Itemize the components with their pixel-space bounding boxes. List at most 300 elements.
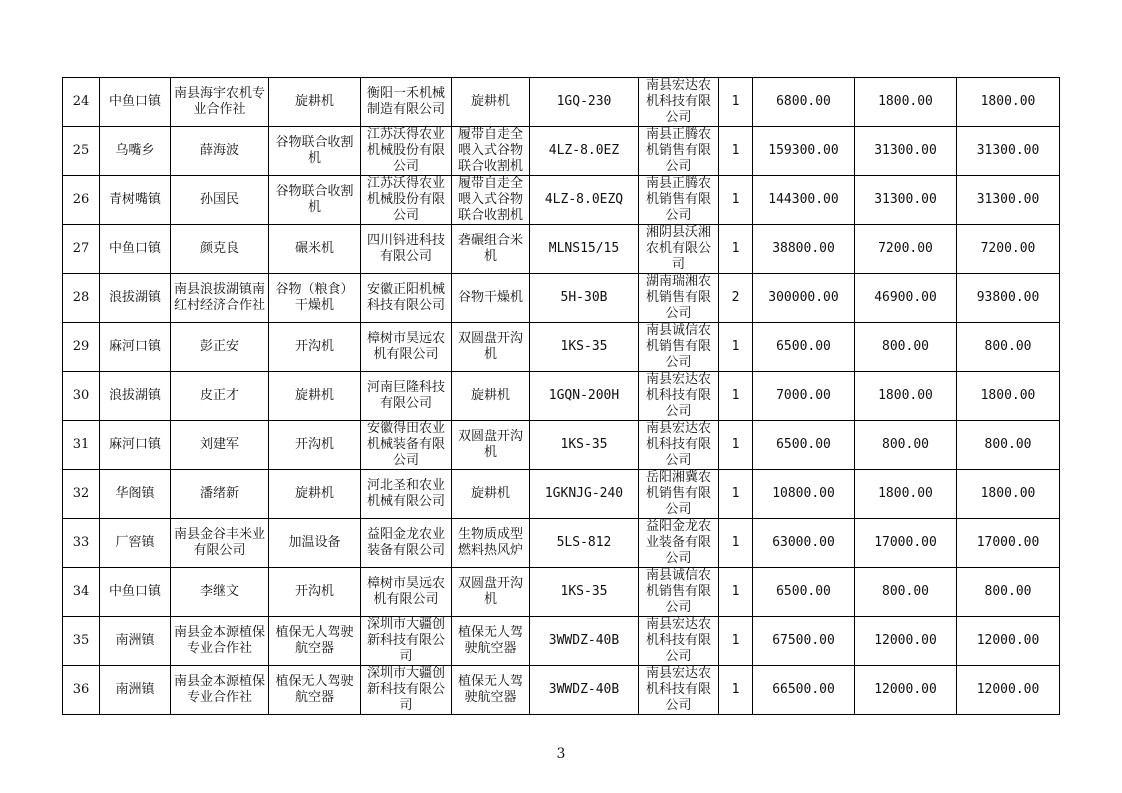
table-row — [63, 274, 1060, 323]
cell-buyer — [171, 176, 269, 225]
cell-product-text: 旋耕机 — [470, 486, 510, 501]
cell-model — [530, 519, 639, 568]
cell-unit-price-text: 38800.00 — [772, 241, 835, 256]
cell-dealer — [639, 323, 719, 372]
cell-dealer — [639, 470, 719, 519]
cell-unit-subsidy — [855, 225, 957, 274]
cell-product — [452, 78, 530, 127]
cell-buyer-text: 彭正安 — [199, 339, 239, 354]
cell-buyer — [171, 519, 269, 568]
cell-town — [100, 372, 171, 421]
cell-product — [452, 323, 530, 372]
cell-unit-subsidy — [855, 519, 957, 568]
cell-no — [63, 127, 100, 176]
cell-model — [530, 127, 639, 176]
cell-dealer — [639, 519, 719, 568]
cell-machine — [269, 617, 361, 666]
cell-quantity — [719, 372, 753, 421]
cell-buyer-text: 孙国民 — [199, 192, 239, 207]
cell-unit-subsidy-text: 7200.00 — [878, 241, 933, 256]
cell-dealer-text: 南县宏达农机科技有限公司 — [645, 617, 711, 664]
cell-total-subsidy-text: 17000.00 — [976, 535, 1040, 550]
cell-unit-subsidy — [855, 127, 957, 176]
cell-total-subsidy — [957, 617, 1060, 666]
cell-no — [63, 470, 100, 519]
cell-quantity — [719, 274, 753, 323]
cell-no-text: 28 — [72, 290, 90, 305]
cell-model-text: 3WWDZ-40B — [548, 633, 620, 648]
cell-dealer-text: 南县正腾农机销售有限公司 — [645, 176, 711, 223]
cell-total-subsidy — [957, 470, 1060, 519]
cell-dealer-text: 南县正腾农机销售有限公司 — [645, 127, 711, 174]
cell-no-text: 35 — [72, 633, 90, 648]
cell-machine — [269, 127, 361, 176]
cell-machine — [269, 666, 361, 715]
cell-no-text: 27 — [72, 241, 90, 256]
cell-dealer-text: 南县宏达农机科技有限公司 — [645, 78, 711, 125]
cell-dealer — [639, 617, 719, 666]
cell-buyer — [171, 666, 269, 715]
cell-unit-subsidy — [855, 421, 957, 470]
cell-no-text: 26 — [72, 192, 90, 207]
cell-no-text: 34 — [72, 584, 90, 599]
cell-town — [100, 470, 171, 519]
cell-no-text: 25 — [72, 143, 90, 158]
cell-unit-subsidy-text: 1800.00 — [878, 486, 933, 501]
cell-machine — [269, 470, 361, 519]
cell-product — [452, 176, 530, 225]
cell-manufacturer — [361, 127, 452, 176]
cell-no-text: 33 — [72, 535, 90, 550]
cell-model-text: 1GQ-230 — [556, 94, 612, 109]
cell-town — [100, 568, 171, 617]
subsidy-table — [62, 77, 1060, 715]
cell-machine — [269, 519, 361, 568]
cell-product-text: 履带自走全喂入式谷物联合收割机 — [457, 127, 523, 174]
cell-town — [100, 666, 171, 715]
cell-quantity-text: 1 — [731, 241, 740, 256]
cell-quantity-text: 1 — [731, 535, 740, 550]
cell-unit-price — [753, 274, 855, 323]
cell-model — [530, 421, 639, 470]
cell-no — [63, 274, 100, 323]
cell-machine — [269, 372, 361, 421]
cell-total-subsidy-text: 31300.00 — [976, 143, 1040, 158]
cell-no-text: 31 — [72, 437, 90, 452]
cell-manufacturer — [361, 323, 452, 372]
cell-unit-price — [753, 127, 855, 176]
cell-product — [452, 372, 530, 421]
cell-dealer-text: 南县宏达农机科技有限公司 — [645, 666, 711, 713]
cell-total-subsidy — [957, 568, 1060, 617]
cell-unit-subsidy-text: 12000.00 — [874, 633, 937, 648]
cell-buyer-text: 颜克良 — [199, 241, 239, 256]
cell-unit-subsidy-text: 1800.00 — [878, 94, 933, 109]
page-number: 3 — [556, 746, 566, 762]
cell-total-subsidy-text: 12000.00 — [976, 633, 1040, 648]
cell-dealer-text: 南县宏达农机科技有限公司 — [645, 421, 711, 468]
cell-buyer-text: 薛海波 — [199, 143, 239, 158]
cell-town — [100, 421, 171, 470]
cell-model-text: 1KS-35 — [560, 437, 608, 452]
cell-town — [100, 519, 171, 568]
cell-unit-price — [753, 519, 855, 568]
cell-unit-price — [753, 470, 855, 519]
cell-total-subsidy-text: 800.00 — [984, 437, 1032, 452]
cell-buyer-text: 李继文 — [199, 584, 239, 599]
cell-manufacturer-text: 衡阳一禾机械制造有限公司 — [366, 86, 445, 117]
cell-unit-subsidy-text: 17000.00 — [874, 535, 937, 550]
cell-machine-text: 碾米机 — [294, 241, 334, 256]
cell-unit-subsidy-text: 12000.00 — [874, 682, 937, 697]
cell-model-text: 5LS-812 — [556, 535, 612, 550]
cell-no — [63, 617, 100, 666]
cell-machine-text: 旋耕机 — [294, 94, 334, 109]
cell-product-text: 植保无人驾驶航空器 — [457, 625, 523, 656]
cell-total-subsidy-text: 1800.00 — [980, 94, 1036, 109]
cell-quantity-text: 1 — [731, 192, 740, 207]
cell-dealer — [639, 176, 719, 225]
cell-quantity-text: 1 — [731, 633, 740, 648]
cell-total-subsidy-text: 800.00 — [984, 584, 1032, 599]
cell-buyer — [171, 78, 269, 127]
cell-model-text: 1KS-35 — [560, 584, 608, 599]
cell-unit-price — [753, 323, 855, 372]
cell-unit-price-text: 6500.00 — [776, 339, 831, 354]
cell-unit-price-text: 6500.00 — [776, 584, 831, 599]
cell-quantity — [719, 617, 753, 666]
table-row — [63, 372, 1060, 421]
cell-unit-subsidy-text: 800.00 — [882, 584, 929, 599]
cell-total-subsidy — [957, 127, 1060, 176]
cell-no — [63, 372, 100, 421]
cell-town-text: 中鱼口镇 — [108, 94, 161, 109]
cell-dealer — [639, 274, 719, 323]
cell-manufacturer — [361, 176, 452, 225]
cell-total-subsidy — [957, 323, 1060, 372]
cell-dealer-text: 南县诚信农机销售有限公司 — [645, 323, 711, 370]
cell-quantity — [719, 666, 753, 715]
cell-model — [530, 666, 639, 715]
cell-buyer-text: 南县金本源植保专业合作社 — [173, 625, 265, 656]
cell-dealer-text: 岳阳湘冀农机销售有限公司 — [645, 470, 711, 517]
cell-no — [63, 421, 100, 470]
table-row — [63, 323, 1060, 372]
table-row — [63, 568, 1060, 617]
cell-total-subsidy-text: 12000.00 — [976, 682, 1040, 697]
cell-total-subsidy-text: 93800.00 — [976, 290, 1040, 305]
cell-manufacturer-text: 江苏沃得农业机械股份有限公司 — [366, 176, 445, 223]
cell-unit-subsidy — [855, 470, 957, 519]
cell-manufacturer — [361, 617, 452, 666]
cell-quantity — [719, 176, 753, 225]
cell-town-text: 麻河口镇 — [108, 339, 161, 354]
cell-town-text: 青树嘴镇 — [108, 192, 161, 207]
cell-quantity — [719, 78, 753, 127]
cell-town-text: 厂窖镇 — [115, 535, 155, 550]
table-row — [63, 666, 1060, 715]
cell-unit-price — [753, 617, 855, 666]
cell-model-text: MLNS15/15 — [548, 241, 620, 256]
cell-machine — [269, 274, 361, 323]
cell-total-subsidy — [957, 78, 1060, 127]
cell-machine-text: 开沟机 — [294, 339, 334, 354]
cell-quantity-text: 1 — [731, 584, 740, 599]
cell-quantity — [719, 421, 753, 470]
cell-model — [530, 176, 639, 225]
cell-total-subsidy — [957, 274, 1060, 323]
cell-dealer-text: 南县诚信农机销售有限公司 — [645, 568, 711, 615]
cell-buyer — [171, 372, 269, 421]
cell-town-text: 华阁镇 — [115, 486, 155, 501]
cell-unit-price-text: 300000.00 — [768, 290, 839, 305]
cell-quantity — [719, 519, 753, 568]
cell-machine — [269, 78, 361, 127]
cell-product-text: 砻碾组合米机 — [457, 233, 523, 264]
cell-dealer-text: 南县宏达农机科技有限公司 — [645, 372, 711, 419]
cell-town-text: 麻河口镇 — [108, 437, 161, 452]
cell-product-text: 谷物干燥机 — [457, 290, 523, 305]
cell-quantity — [719, 225, 753, 274]
cell-dealer — [639, 127, 719, 176]
table-row — [63, 421, 1060, 470]
cell-no — [63, 568, 100, 617]
cell-machine-text: 开沟机 — [294, 437, 334, 452]
cell-total-subsidy-text: 1800.00 — [980, 486, 1036, 501]
cell-manufacturer-text: 益阳金龙农业装备有限公司 — [366, 527, 445, 558]
table-row — [63, 519, 1060, 568]
cell-manufacturer — [361, 421, 452, 470]
cell-model — [530, 372, 639, 421]
cell-machine-text: 旋耕机 — [294, 388, 334, 403]
cell-machine-text: 谷物联合收割机 — [275, 135, 354, 166]
cell-no-text: 30 — [72, 388, 90, 403]
cell-dealer — [639, 225, 719, 274]
cell-manufacturer — [361, 666, 452, 715]
cell-product — [452, 274, 530, 323]
cell-total-subsidy — [957, 176, 1060, 225]
cell-dealer — [639, 421, 719, 470]
cell-buyer-text: 南县金本源植保专业合作社 — [173, 674, 265, 705]
cell-no-text: 29 — [72, 339, 90, 354]
cell-unit-price — [753, 372, 855, 421]
cell-manufacturer-text: 樟树市昊远农机有限公司 — [366, 331, 445, 362]
cell-product-text: 植保无人驾驶航空器 — [457, 674, 523, 705]
table-row — [63, 225, 1060, 274]
table-row — [63, 127, 1060, 176]
cell-product-text: 双圆盘开沟机 — [457, 576, 523, 607]
cell-town — [100, 274, 171, 323]
cell-quantity-text: 1 — [731, 682, 740, 697]
cell-unit-subsidy — [855, 666, 957, 715]
cell-model — [530, 617, 639, 666]
cell-no-text: 36 — [72, 682, 90, 697]
cell-machine — [269, 176, 361, 225]
cell-buyer-text: 南县海宇农机专业合作社 — [173, 86, 265, 117]
cell-machine-text: 谷物联合收割机 — [275, 184, 354, 215]
table-row — [63, 470, 1060, 519]
cell-model — [530, 78, 639, 127]
cell-dealer — [639, 666, 719, 715]
cell-manufacturer — [361, 470, 452, 519]
cell-manufacturer-text: 樟树市昊远农机有限公司 — [366, 576, 445, 607]
cell-buyer — [171, 617, 269, 666]
cell-product — [452, 421, 530, 470]
cell-model-text: 4LZ-8.0EZQ — [544, 192, 624, 207]
cell-total-subsidy — [957, 519, 1060, 568]
cell-town-text: 浪拔湖镇 — [108, 388, 161, 403]
cell-unit-subsidy-text: 46900.00 — [874, 290, 937, 305]
cell-town — [100, 323, 171, 372]
cell-dealer-text: 湘阴县沃湘农机有限公司 — [645, 225, 711, 272]
cell-no-text: 24 — [72, 94, 90, 109]
cell-product — [452, 666, 530, 715]
table-row — [63, 617, 1060, 666]
cell-model — [530, 225, 639, 274]
cell-machine-text: 旋耕机 — [294, 486, 334, 501]
cell-model-text: 1GKNJG-240 — [544, 486, 624, 501]
cell-quantity — [719, 470, 753, 519]
cell-town-text: 乌嘴乡 — [115, 143, 155, 158]
cell-unit-subsidy-text: 1800.00 — [878, 388, 933, 403]
cell-unit-price-text: 6800.00 — [776, 94, 831, 109]
cell-product-text: 双圆盘开沟机 — [457, 429, 523, 460]
cell-dealer-text: 湖南瑞湘农机销售有限公司 — [645, 274, 711, 321]
cell-unit-price-text: 63000.00 — [772, 535, 835, 550]
cell-machine-text: 植保无人驾驶航空器 — [275, 625, 354, 656]
cell-town — [100, 127, 171, 176]
cell-product-text: 旋耕机 — [470, 94, 510, 109]
cell-manufacturer-text: 四川钭进科技有限公司 — [366, 233, 445, 264]
cell-machine-text: 开沟机 — [294, 584, 334, 599]
cell-total-subsidy — [957, 372, 1060, 421]
cell-quantity-text: 1 — [731, 94, 740, 109]
cell-machine — [269, 568, 361, 617]
cell-quantity — [719, 127, 753, 176]
cell-model — [530, 470, 639, 519]
cell-buyer — [171, 274, 269, 323]
cell-town — [100, 617, 171, 666]
cell-unit-price — [753, 421, 855, 470]
table-row — [63, 176, 1060, 225]
cell-total-subsidy-text: 1800.00 — [980, 388, 1036, 403]
cell-quantity-text: 1 — [731, 486, 740, 501]
cell-quantity — [719, 323, 753, 372]
cell-unit-subsidy — [855, 78, 957, 127]
cell-town — [100, 78, 171, 127]
cell-unit-subsidy — [855, 176, 957, 225]
cell-unit-subsidy — [855, 617, 957, 666]
cell-buyer — [171, 421, 269, 470]
cell-buyer — [171, 127, 269, 176]
cell-unit-subsidy — [855, 372, 957, 421]
cell-buyer-text: 南县金谷丰米业有限公司 — [173, 527, 265, 558]
cell-product-text: 双圆盘开沟机 — [457, 331, 523, 362]
cell-town-text: 南洲镇 — [115, 633, 155, 648]
cell-dealer — [639, 372, 719, 421]
cell-product — [452, 225, 530, 274]
cell-product-text: 履带自走全喂入式谷物联合收割机 — [457, 176, 523, 223]
cell-manufacturer — [361, 568, 452, 617]
cell-buyer — [171, 470, 269, 519]
cell-manufacturer — [361, 372, 452, 421]
cell-machine — [269, 323, 361, 372]
cell-total-subsidy-text: 7200.00 — [980, 241, 1036, 256]
cell-total-subsidy-text: 800.00 — [984, 339, 1032, 354]
cell-unit-price-text: 144300.00 — [768, 192, 839, 207]
cell-unit-price-text: 67500.00 — [772, 633, 835, 648]
cell-machine-text: 植保无人驾驶航空器 — [275, 674, 354, 705]
cell-unit-subsidy-text: 31300.00 — [874, 143, 937, 158]
cell-unit-subsidy — [855, 323, 957, 372]
cell-quantity-text: 1 — [731, 388, 740, 403]
cell-buyer-text: 皮正才 — [199, 388, 239, 403]
cell-town-text: 浪拔湖镇 — [108, 290, 161, 305]
cell-unit-price-text: 66500.00 — [772, 682, 835, 697]
cell-model — [530, 568, 639, 617]
cell-quantity-text: 2 — [731, 290, 740, 305]
table-row — [63, 78, 1060, 127]
cell-dealer — [639, 568, 719, 617]
cell-machine-text: 加温设备 — [288, 535, 341, 550]
cell-dealer — [639, 78, 719, 127]
cell-town — [100, 225, 171, 274]
cell-product — [452, 617, 530, 666]
cell-town-text: 南洲镇 — [115, 682, 155, 697]
cell-manufacturer-text: 河南巨隆科技有限公司 — [366, 380, 445, 411]
cell-town — [100, 176, 171, 225]
cell-no — [63, 666, 100, 715]
cell-no-text: 32 — [72, 486, 90, 501]
cell-product-text: 旋耕机 — [470, 388, 510, 403]
cell-machine-text: 谷物（粮食）干燥机 — [275, 282, 354, 313]
cell-model-text: 1GQN-200H — [548, 388, 620, 403]
cell-manufacturer — [361, 225, 452, 274]
cell-buyer — [171, 323, 269, 372]
cell-quantity-text: 1 — [731, 339, 740, 354]
cell-buyer-text: 刘建军 — [199, 437, 239, 452]
cell-quantity-text: 1 — [731, 143, 740, 158]
cell-no — [63, 78, 100, 127]
cell-machine — [269, 225, 361, 274]
cell-manufacturer-text: 河北圣和农业机械有限公司 — [366, 478, 445, 509]
cell-unit-price-text: 6500.00 — [776, 437, 831, 452]
cell-total-subsidy-text: 31300.00 — [976, 192, 1040, 207]
cell-total-subsidy — [957, 666, 1060, 715]
cell-unit-price-text: 7000.00 — [776, 388, 831, 403]
cell-manufacturer-text: 深圳市大疆创新科技有限公司 — [366, 666, 445, 713]
cell-no — [63, 176, 100, 225]
cell-town-text: 中鱼口镇 — [108, 241, 161, 256]
cell-unit-subsidy-text: 800.00 — [882, 437, 929, 452]
cell-model-text: 5H-30B — [560, 290, 608, 305]
cell-no — [63, 323, 100, 372]
cell-unit-subsidy — [855, 568, 957, 617]
cell-quantity-text: 1 — [731, 437, 740, 452]
cell-machine — [269, 421, 361, 470]
cell-manufacturer — [361, 274, 452, 323]
cell-town-text: 中鱼口镇 — [108, 584, 161, 599]
cell-model-text: 4LZ-8.0EZ — [548, 143, 620, 158]
cell-model-text: 3WWDZ-40B — [548, 682, 620, 697]
cell-product-text: 生物质成型燃料热风炉 — [457, 527, 523, 558]
cell-buyer — [171, 225, 269, 274]
cell-buyer-text: 南县浪拔湖镇南红村经济合作社 — [173, 282, 265, 313]
cell-model — [530, 323, 639, 372]
cell-manufacturer-text: 安徽正阳机械科技有限公司 — [366, 282, 445, 313]
cell-manufacturer-text: 安徽得田农业机械装备有限公司 — [366, 421, 445, 468]
cell-model — [530, 274, 639, 323]
